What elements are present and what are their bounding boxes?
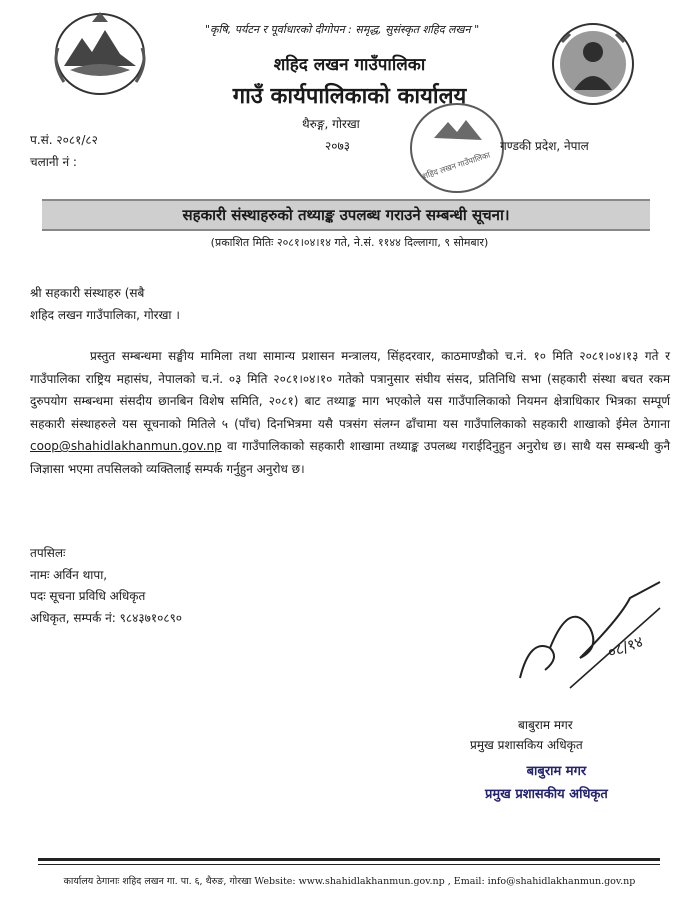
footer-divider: [38, 858, 660, 861]
notice-subject: सहकारी संस्थाहरुको तथ्याङ्क उपलब्ध गराउने सम्बन्धी सूचना।: [42, 199, 650, 231]
publish-date: (प्रकाशित मितिः २०८१।०४।१४ गते, ने.सं. ११४४ दिल्लागा, ९ सोमबार): [210, 236, 489, 249]
signatory: [470, 715, 583, 755]
office-name: गाउँ कार्यपालिकाको कार्यालय: [232, 84, 467, 109]
signatory-stamp: [485, 760, 608, 806]
body-text-part: प्रस्तुत सम्बन्धमा सङ्घीय मामिला तथा सामान्य प्रशासन मन्त्रालय, सिंहदरवार, काठमाण्डौको च.नं. १० मिति २०८१।०४।१३ गते र गाउँपालिका राष्ट्रिय महासंघ, नेपालको च.नं. ०३ मिति २०८१।०४।१० गतेको पत्रानुसार संघीय संसद, प्रतिनिधि सभा (सहकारी संस्था बचत रकम दुरुपयोग सम्बन्धमा संसदीय छानबिन विशेष समिति, २०८१) बाट तथ्याङ्क माग भएकोले यस गाउँपालिकाको नियमन क्षेत्राधिकार भित्रका सम्पूर्ण सहकारी संस्थाहरुले यस सूचनाको मितिले ५ (पाँच) दिनभित्रमा यसै पत्रसंग संलग्न ढाँचामा यस गाउँपालिकाको सहकारी शाखाको ईमेल ठेगाना: [30, 349, 670, 431]
stamp-name: बाबुराम मगर: [526, 764, 587, 779]
martyr-portrait-logo: [548, 18, 638, 110]
org-name: शहिद लखन गाउँपालिका: [273, 55, 426, 75]
signatory-name: बाबुराम मगर: [518, 718, 573, 732]
body-text-part: वा गाउँपालिकाको सहकारी शाखामा तथ्याङ्क उपलब्ध गराईदिनुहुन अनुरोध छ। साथै यस सम्बन्धी कुनै जिज्ञासा भएमा तपसिलको व्यक्तिलाई सम्पर्क गर्नुहुन अनुरोध छ।: [30, 439, 670, 476]
established-year: २०७३: [325, 139, 350, 153]
contact-phone: अधिकृत, सम्पर्क नं: ९८४३७१०८९०: [30, 610, 183, 625]
stamp-text: शहिद लखन गाउँपालिका: [421, 150, 492, 181]
office-address: थैरुङ्ग, गोरखा: [302, 117, 360, 131]
email-link[interactable]: coop@shahidlakhanmun.gov.np: [30, 439, 222, 453]
signatory-title: प्रमुख प्रशासकिय अधिकृत: [470, 738, 583, 752]
motto: "कृषि, पर्यटन र पूर्वाधारको दीगोपन : समृद्ध, सुसंस्कृत शहिद लखन ": [205, 23, 480, 36]
dispatch-number: चलानी नं :: [30, 155, 77, 169]
handwritten-signature: [510, 578, 670, 698]
recipient: [30, 282, 180, 326]
signature-date: ०८/१४: [605, 632, 646, 662]
footer-address: कार्यालय ठेगानाः शहिद लखन गा. पा. ६, थैरुङ, गोरखा Website: www.shahidlakhanmun.gov.np , Email: info@shahidlakhanmun.gov.np: [63, 876, 636, 887]
details-heading: तपसिलः: [30, 546, 66, 560]
reference-number: प.सं. २०८१/८२: [30, 133, 98, 147]
stamp-title: प्रमुख प्रशासकीय अधिकृत: [485, 787, 608, 802]
contact-name: नामः अर्विन थापा,: [30, 567, 108, 582]
province: गण्डकी प्रदेश, नेपाल: [500, 139, 589, 153]
recipient-line: शहिद लखन गाउँपालिका, गोरखा ।: [30, 308, 180, 322]
office-stamp: [404, 98, 510, 198]
contact-post: पदः सूचना प्रविधि अधिकृत: [30, 589, 146, 603]
contact-details: [30, 543, 182, 629]
recipient-line: श्री सहकारी संस्थाहरु (सबै: [30, 286, 145, 300]
notice-body: [30, 345, 670, 480]
footer-divider: [38, 864, 660, 865]
